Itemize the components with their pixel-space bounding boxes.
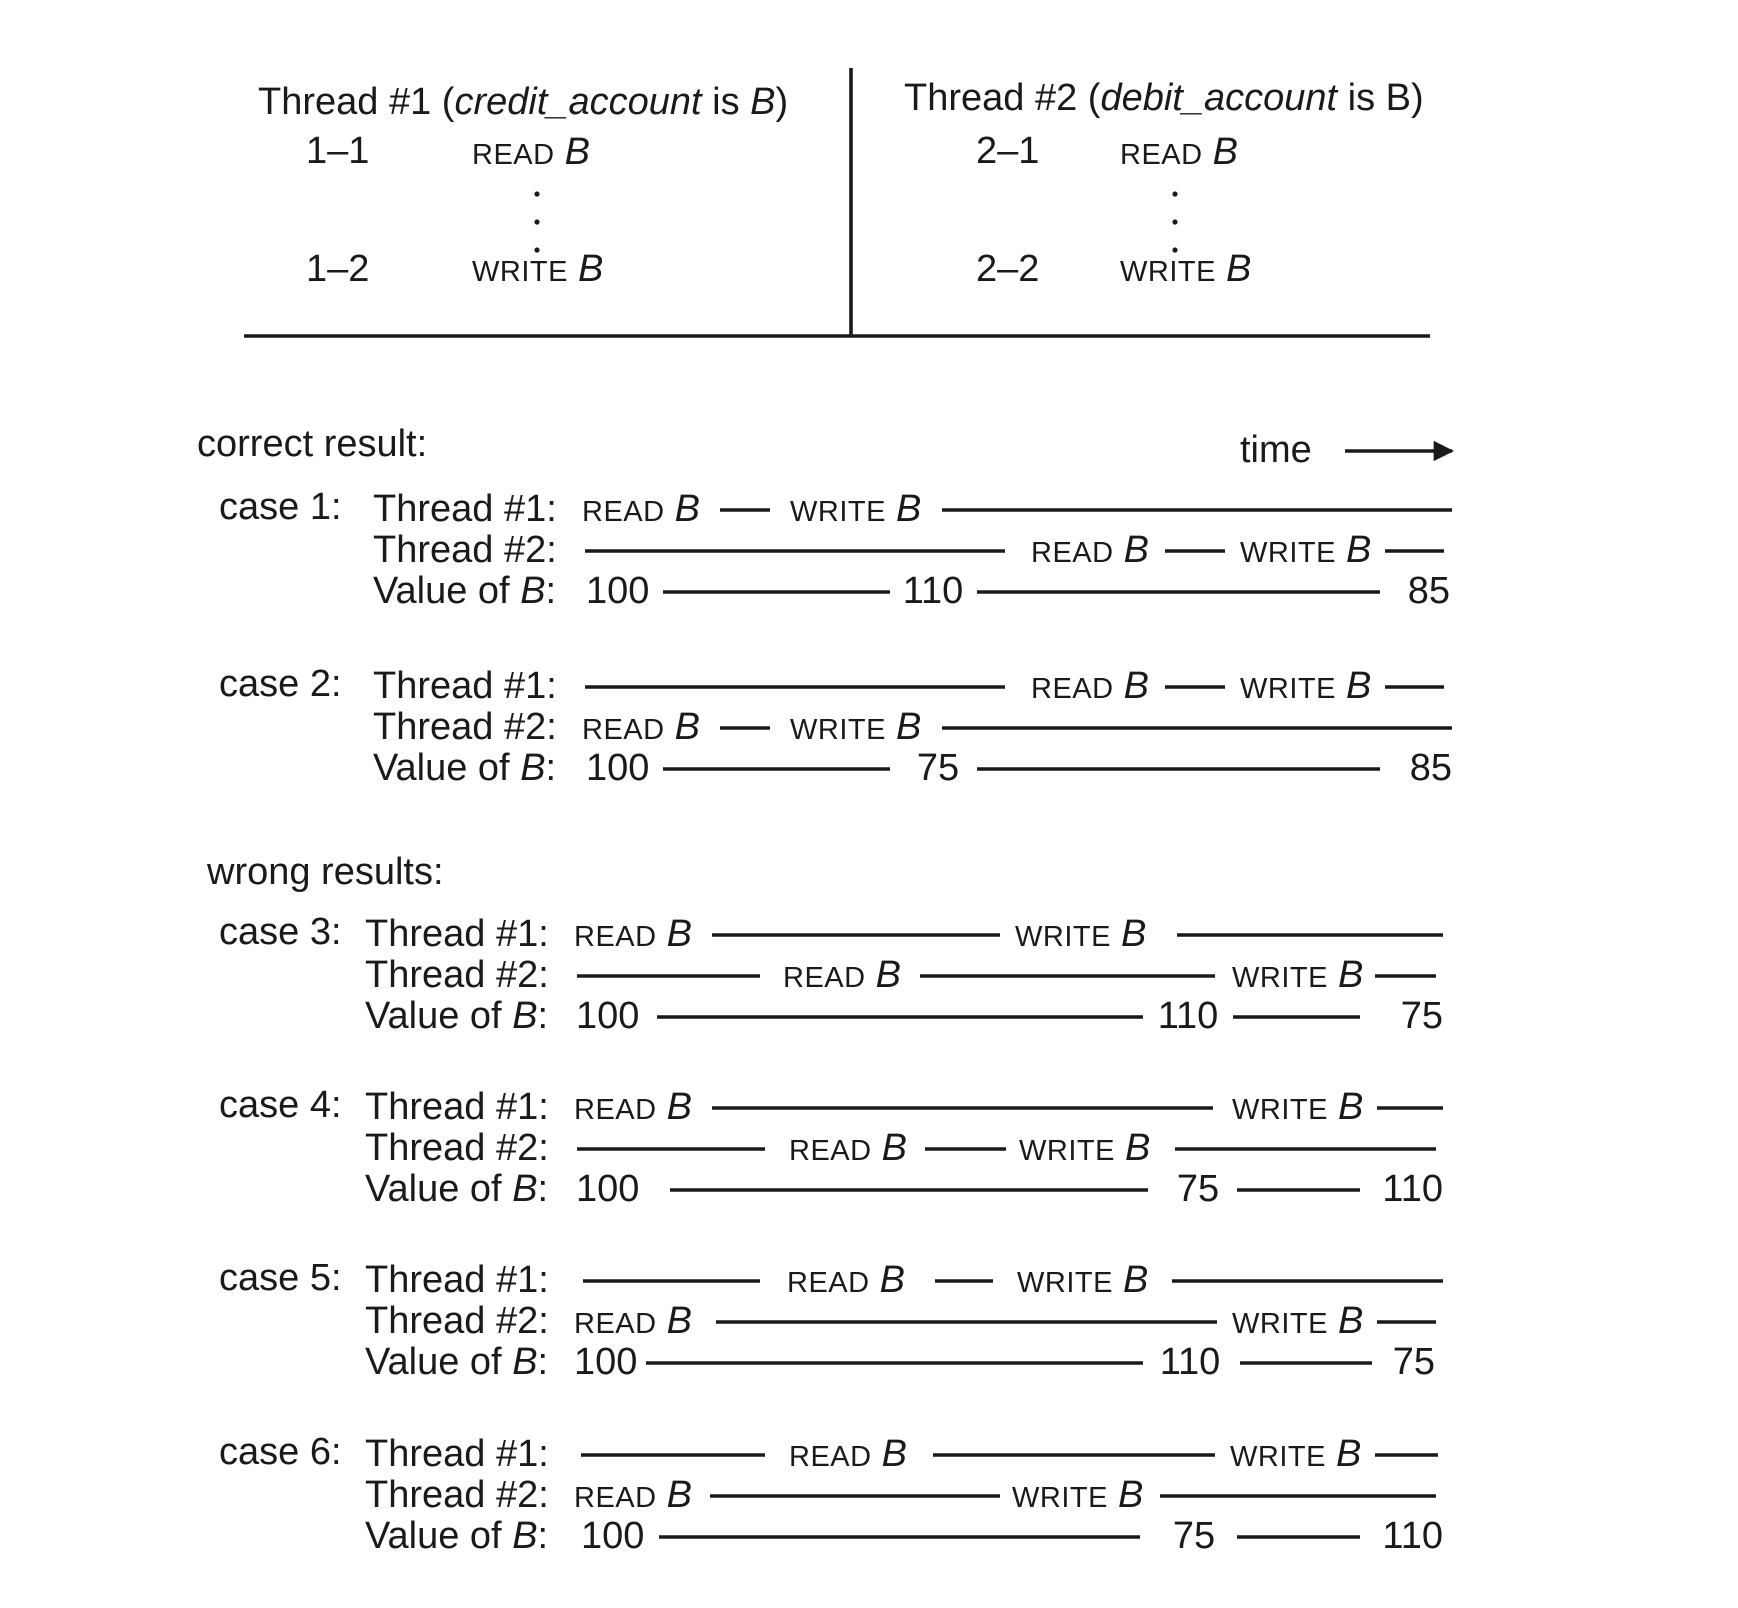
case-6 (219, 1431, 1443, 1557)
thread2-read-op: READ B (574, 1300, 693, 1342)
case-3 (219, 911, 1443, 1037)
b-value: 100 (581, 1515, 645, 1557)
thread1-row-label: Thread #1: (373, 488, 557, 530)
thread1-read-op: READ B (1031, 665, 1150, 707)
thread2-read-op: READ B (1031, 529, 1150, 571)
thread1-row-label: Thread #1: (365, 1259, 549, 1301)
b-value: 75 (1400, 995, 1443, 1037)
thread2-read-op: READ B (582, 706, 701, 748)
thread1-step1-id: 1–1 (306, 130, 370, 172)
thread2-step2-op: WRITE B (1120, 248, 1252, 290)
thread1-step2-id: 1–2 (306, 248, 370, 290)
thread2-row-label: Thread #2: (365, 1127, 549, 1169)
thread2-write-op: WRITE B (790, 706, 922, 748)
b-value: 110 (1382, 1515, 1443, 1557)
case-label: case 6: (219, 1431, 342, 1473)
b-value: 100 (576, 995, 640, 1037)
b-value: 110 (1382, 1168, 1443, 1210)
time-label: time (1240, 429, 1312, 471)
b-value: 85 (1407, 570, 1450, 612)
b-value: 75 (1172, 1515, 1216, 1557)
case-label: case 5: (219, 1257, 342, 1299)
b-value: 100 (576, 1168, 640, 1210)
value-of-b-label: Value of B: (365, 995, 549, 1037)
b-value: 75 (1176, 1168, 1220, 1210)
thread2-row-label: Thread #2: (365, 1474, 549, 1516)
value-of-b-label: Value of B: (365, 1515, 549, 1557)
case-label: case 3: (219, 911, 342, 953)
thread2-step1-op: READ B (1120, 131, 1239, 173)
cases-layer (219, 486, 1452, 1557)
thread1-read-op: READ B (574, 1086, 693, 1128)
b-value: 110 (1159, 1341, 1221, 1383)
thread1-step2-op: WRITE B (472, 248, 604, 290)
thread1-read-op: READ B (787, 1259, 906, 1301)
thread1-row-label: Thread #1: (365, 1433, 549, 1475)
thread2-read-op: READ B (789, 1127, 908, 1169)
value-of-b-label: Value of B: (373, 747, 557, 789)
case-1 (219, 486, 1452, 612)
thread2-row-label: Thread #2: (373, 706, 557, 748)
correct-result-label: correct result: (197, 423, 428, 465)
thread1-write-op: WRITE B (790, 488, 922, 530)
case-label: case 1: (219, 486, 342, 528)
b-value: 75 (916, 747, 960, 789)
thread1-row-label: Thread #1: (365, 913, 549, 955)
thread2-read-op: READ B (574, 1474, 693, 1516)
thread2-write-op: WRITE B (1019, 1127, 1151, 1169)
thread1-write-op: WRITE B (1015, 913, 1147, 955)
thread2-step2-id: 2–2 (976, 248, 1040, 290)
value-of-b-label: Value of B: (373, 570, 557, 612)
wrong-results-label: wrong results: (207, 851, 444, 893)
thread1-ellipsis (534, 191, 539, 252)
case-5 (219, 1257, 1443, 1383)
thread2-write-op: WRITE B (1012, 1474, 1144, 1516)
thread1-read-op: READ B (789, 1433, 908, 1475)
case-2 (219, 663, 1452, 789)
thread2-header: Thread #2 (debit_account is B) (904, 77, 1424, 119)
thread1-write-op: WRITE B (1232, 1086, 1364, 1128)
b-value: 85 (1409, 747, 1452, 789)
thread1-read-op: READ B (574, 913, 693, 955)
thread2-write-op: WRITE B (1240, 529, 1372, 571)
thread2-read-op: READ B (783, 954, 902, 996)
b-value: 100 (574, 1341, 638, 1383)
thread1-write-op: WRITE B (1240, 665, 1372, 707)
case-label: case 2: (219, 663, 342, 705)
value-of-b-label: Value of B: (365, 1168, 549, 1210)
value-of-b-label: Value of B: (365, 1341, 549, 1383)
thread1-write-op: WRITE B (1230, 1433, 1362, 1475)
thread1-header: Thread #1 (credit_account is B) (258, 81, 789, 123)
thread2-row-label: Thread #2: (365, 954, 549, 996)
b-value: 100 (586, 747, 650, 789)
b-value: 110 (902, 570, 964, 612)
thread1-read-op: READ B (582, 488, 701, 530)
case-label: case 4: (219, 1084, 342, 1126)
thread2-write-op: WRITE B (1232, 1300, 1364, 1342)
thread1-row-label: Thread #1: (365, 1086, 549, 1128)
thread2-write-op: WRITE B (1232, 954, 1364, 996)
thread2-ellipsis (1172, 191, 1177, 252)
b-value: 75 (1392, 1341, 1435, 1383)
b-value: 100 (586, 570, 650, 612)
b-value: 110 (1157, 995, 1219, 1037)
case-4 (219, 1084, 1443, 1210)
thread2-row-label: Thread #2: (365, 1300, 549, 1342)
thread1-row-label: Thread #1: (373, 665, 557, 707)
thread2-step1-id: 2–1 (976, 130, 1040, 172)
thread2-row-label: Thread #2: (373, 529, 557, 571)
thread1-step1-op: READ B (472, 131, 591, 173)
thread1-write-op: WRITE B (1017, 1259, 1149, 1301)
